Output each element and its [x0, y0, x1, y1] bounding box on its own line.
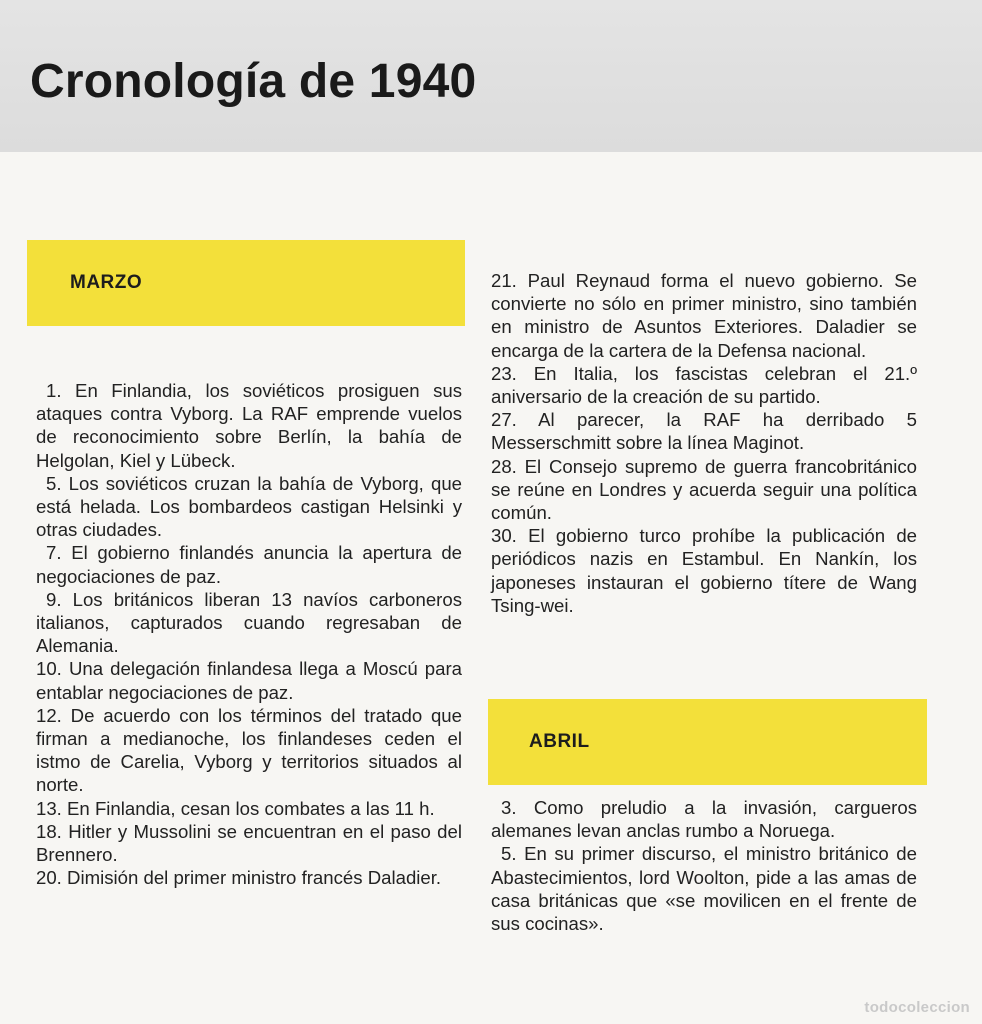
entry-text: En Finlandia, cesan los combates a las 11 h. — [67, 797, 435, 819]
chronology-entry — [491, 455, 917, 525]
chronology-entry — [491, 842, 917, 935]
entry-day: 7. — [46, 542, 62, 564]
chronology-entry — [36, 866, 462, 889]
entry-day: 9. — [46, 588, 62, 610]
chronology-entry — [491, 269, 917, 362]
entry-day: 13. — [36, 797, 62, 819]
entry-day: 12. — [36, 704, 62, 726]
entry-day: 3. — [501, 797, 517, 818]
entry-text: De acuerdo con los términos del tratado que firman a medianoche, los finlandeses ceden el istmo de Carelia, Vyborg y territorios situados al norte. — [36, 704, 462, 796]
entry-text: El gobierno turco prohíbe la publicación de periódicos nazis en Estambul. En Nankín, los japoneses instauran el gobierno títere de Wang Tsing-wei. — [491, 525, 918, 616]
entry-day: 30. — [491, 525, 517, 547]
month-header-april — [488, 699, 927, 785]
entry-text: En Finlandia, los soviéticos prosiguen sus ataques contra Vyborg. La RAF emprende vuelos de reconocimiento sobre Berlín, la bahía de Helgolan, Kiel y Lübeck. — [36, 380, 463, 471]
entry-text: El Consejo supremo de guerra francobritánico se reúne en Londres y acuerda seguir una política común. — [491, 455, 917, 524]
april-entries-column — [491, 796, 917, 935]
month-header-march — [27, 240, 465, 326]
entry-text: Hitler y Mussolini se encuentran en el paso del Brennero. — [36, 820, 462, 866]
march-entries-column-1 — [36, 379, 462, 889]
chronology-entry — [36, 379, 462, 472]
page-title: Cronología de 1940 — [30, 55, 477, 108]
entry-text: Una delegación finlandesa llega a Moscú para entablar negociaciones de paz. — [36, 658, 462, 703]
entry-day: 28. — [491, 455, 517, 477]
entry-day: 20. — [36, 867, 62, 889]
chronology-entry — [36, 820, 462, 866]
chronology-entry — [36, 704, 462, 797]
entry-day: 27. — [491, 409, 517, 431]
entry-day: 21. — [491, 270, 517, 291]
chronology-entry — [491, 524, 917, 617]
month-label: MARZO — [70, 272, 143, 293]
entry-text: El gobierno finlandés anuncia la apertura de negociaciones de paz. — [36, 542, 463, 587]
entry-day: 5. — [46, 472, 62, 494]
entry-text: Al parecer, la RAF ha derribado 5 Messerschmitt sobre la línea Maginot. — [491, 409, 917, 454]
chronology-entry — [36, 588, 462, 658]
entry-day: 5. — [501, 843, 517, 865]
month-label: ABRIL — [529, 731, 590, 752]
entry-day: 18. — [36, 820, 62, 842]
march-entries-column-2 — [491, 269, 917, 617]
chronology-entry — [36, 472, 462, 542]
entry-text: En Italia, los fascistas celebran el 21.º aniversario de la creación de su partido. — [491, 362, 917, 408]
entry-day: 1. — [46, 380, 62, 401]
entry-text: Paul Reynaud forma el nuevo gobierno. Se convierte no sólo en primer ministro, sino también en ministro de Asuntos Exteriores. Daladier se encarga de la cartera de la Defensa nacional. — [491, 270, 917, 361]
chronology-entry — [491, 796, 917, 842]
chronology-entry — [491, 408, 917, 454]
entry-day: 10. — [36, 658, 62, 680]
entry-text: En su primer discurso, el ministro británico de Abastecimientos, lord Woolton, pide a las amas de casa británicas que «se movilicen en el frente de sus cocinas». — [491, 843, 917, 935]
chronology-entry — [491, 362, 917, 408]
chronology-entry — [36, 797, 462, 820]
entry-text: Los soviéticos cruzan la bahía de Vyborg, que está helada. Los bombardeos castigan Helsinki y otras ciudades. — [36, 472, 462, 541]
watermark: todocoleccion — [864, 999, 970, 1016]
entry-day: 23. — [491, 362, 517, 384]
entry-text: Como preludio a la invasión, cargueros alemanes levan anclas rumbo a Noruega. — [491, 797, 917, 842]
entry-text: Los británicos liberan 13 navíos carboneros italianos, capturados cuando regresaban de Alemania. — [36, 588, 462, 657]
chronology-entry — [36, 541, 462, 587]
entry-text: Dimisión del primer ministro francés Daladier. — [67, 867, 442, 889]
chronology-entry — [36, 657, 462, 703]
